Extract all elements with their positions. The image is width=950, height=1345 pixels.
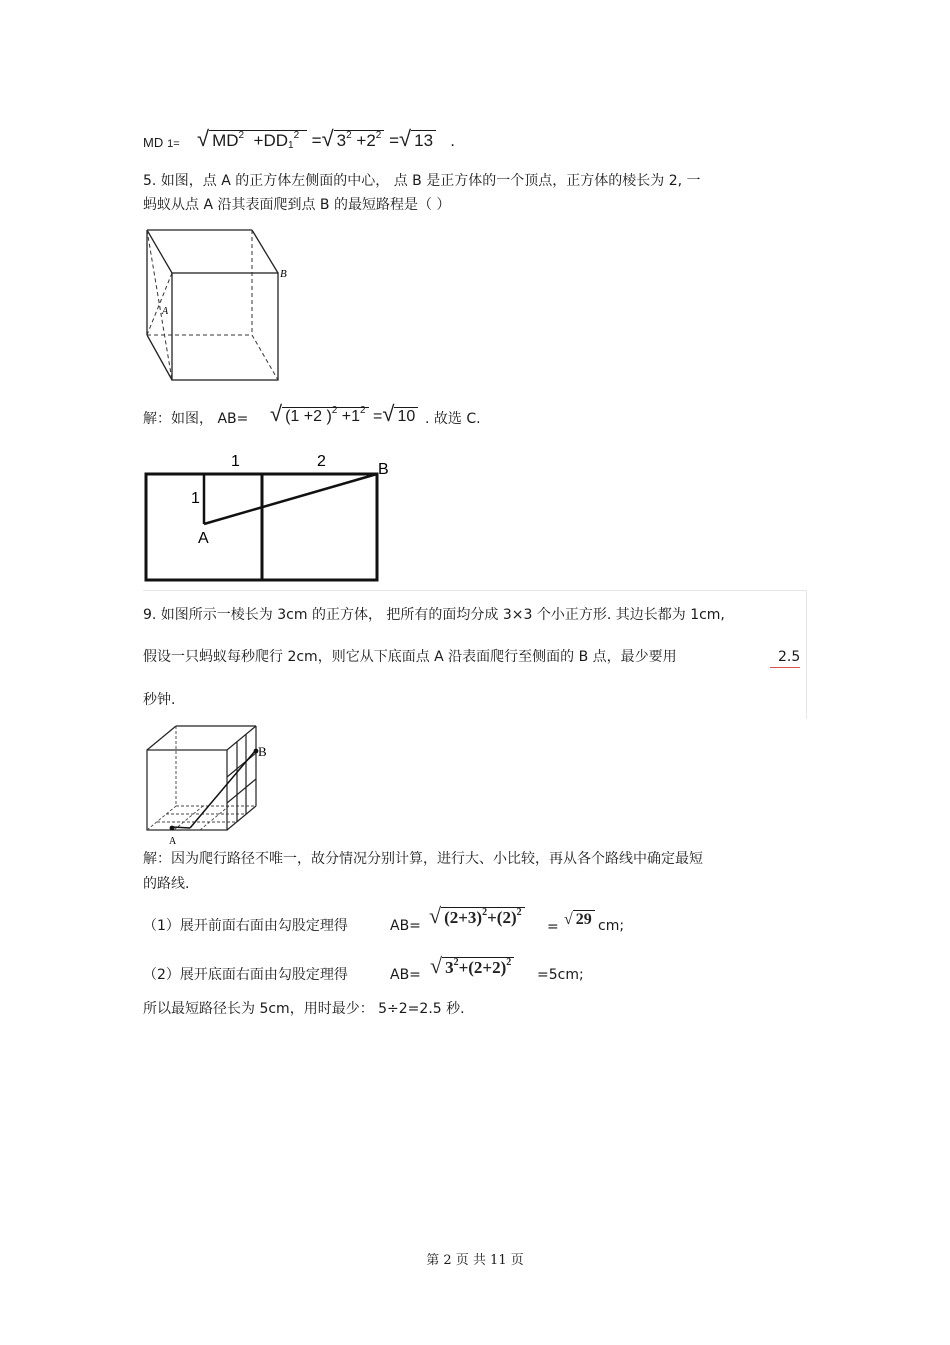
sol9-case2-ab: AB= — [390, 967, 421, 983]
eq1: = — [311, 131, 322, 150]
case1-exp: 2 — [482, 907, 488, 918]
q5-label-a: A — [162, 306, 169, 317]
sol9-case1-unit: cm; — [598, 918, 625, 934]
sqrt-sign-3: √ — [399, 126, 412, 151]
sqrt-sign-5: √ — [382, 401, 395, 426]
sqrt-sign-6: √ — [429, 903, 442, 928]
page-footer: 第 2 页 共 11 页 — [426, 1253, 524, 1268]
dd-exp: 2 — [293, 130, 300, 141]
q9-label-b: B — [258, 744, 267, 759]
q9-cube-figure — [140, 722, 280, 847]
case2-plus: +(2+2) — [458, 958, 507, 977]
eq2: = — [389, 131, 400, 150]
q5-label-b: B — [280, 268, 287, 280]
md1-radical — [197, 126, 455, 152]
md-term: MD — [212, 131, 239, 150]
sol9-case1-eq: = — [547, 919, 559, 935]
sol9-case2-result: =5cm; — [537, 967, 584, 983]
case1-radicand — [441, 907, 525, 928]
q9-label-a: A — [169, 836, 177, 847]
sqrt-sign-8: √ — [430, 953, 443, 978]
sqrt-sign-7: √ — [564, 911, 573, 928]
case2-radicand — [442, 957, 514, 978]
q5-line1: 5. 如图，点 A 的正方体左侧面的中心， 点 B 是正方体的一个顶点，正方体的棱长为 2, 一 — [143, 173, 701, 189]
case2-exp2: 2 — [506, 957, 512, 968]
unfold-figure — [140, 448, 400, 588]
sol9-case2-formula — [430, 953, 514, 979]
q9-line1: 9. 如图所示一棱长为 3cm 的正方体， 把所有的面均分成 3×3 个小正方形. 其边长都为 1cm, — [143, 607, 725, 623]
sol9-case1-result — [564, 910, 595, 929]
case2-exp: 2 — [453, 957, 459, 968]
sqrt-sign-4: √ — [270, 401, 283, 426]
sol5-radicand — [282, 407, 369, 426]
unfold-label-1-left: 1 — [191, 490, 200, 507]
sol9-case1-ab: AB= — [390, 918, 421, 934]
md1-equation — [143, 133, 180, 153]
period: . — [450, 131, 455, 150]
sol5-exp1: 2 — [331, 405, 338, 416]
md-lhs: MD — [143, 135, 164, 150]
sol9-conclusion: 所以最短路径长为 5cm，用时最少： 5÷2=2.5 秒. — [143, 1001, 465, 1017]
sol9-case2-text: （2）展开底面右面由勾股定理得 — [143, 967, 348, 983]
two-term: +2 — [356, 131, 376, 150]
sol5-eq: = — [373, 408, 383, 425]
sol5-radical — [270, 401, 418, 427]
sol5-inner: (1 +2 ) — [285, 408, 332, 425]
q5-cube-figure — [140, 225, 300, 390]
case1-exp2: 2 — [516, 907, 522, 918]
md1-radicand-2 — [334, 130, 385, 151]
unfold-label-1-top: 1 — [231, 453, 240, 470]
sol9-line2: 的路线. — [143, 876, 190, 892]
unfold-label-2-top: 2 — [317, 453, 326, 470]
q9-answer: 2.5 — [770, 648, 800, 668]
sqrt-sign-2: √ — [321, 126, 334, 151]
sol5-suffix: . 故选 C. — [425, 411, 481, 427]
three: 3 — [336, 131, 347, 150]
sol5-plus: +1 — [341, 408, 361, 425]
md1-radicand — [209, 130, 307, 151]
case2-a: 3 — [445, 958, 454, 977]
q9-line2: 假设一只蚂蚁每秒爬行 2cm，则它从下底面点 A 沿表面爬行至侧面的 B 点，最少要用 — [143, 649, 677, 665]
sol5-exp2: 2 — [360, 405, 366, 416]
sqrt13: 13 — [411, 130, 436, 151]
sqrt10: 10 — [394, 407, 418, 426]
md-exp: 2 — [238, 130, 245, 141]
two-exp: 2 — [375, 130, 382, 141]
sqrt-sign: √ — [197, 126, 210, 151]
sol9-case1-text: （1）展开前面右面由勾股定理得 — [143, 918, 348, 934]
three-exp: 2 — [346, 130, 352, 141]
sol5-prefix: 解：如图， AB= — [143, 411, 249, 427]
md-sub: 1= — [167, 138, 180, 150]
unfold-label-a: A — [198, 530, 209, 547]
unfold-label-b: B — [378, 461, 389, 478]
q5-line2: 蚂蚁从点 A 沿其表面爬到点 B 的最短路程是（ ） — [143, 197, 451, 213]
sol9-case1-formula — [429, 903, 525, 929]
case1-plus: +(2) — [487, 908, 517, 927]
dd-term: +DD — [253, 131, 289, 150]
dd-sub: 1 — [288, 140, 294, 151]
q9-point-a-dot — [170, 826, 175, 831]
q9-line3: 秒钟. — [143, 692, 176, 708]
case1-expr: (2+3) — [444, 908, 483, 927]
case1-root: 29 — [573, 910, 595, 929]
sol9-line1: 解：因为爬行路径不唯一，故分情况分别计算，进行大、小比较，再从各个路线中确定最短 — [143, 851, 703, 867]
